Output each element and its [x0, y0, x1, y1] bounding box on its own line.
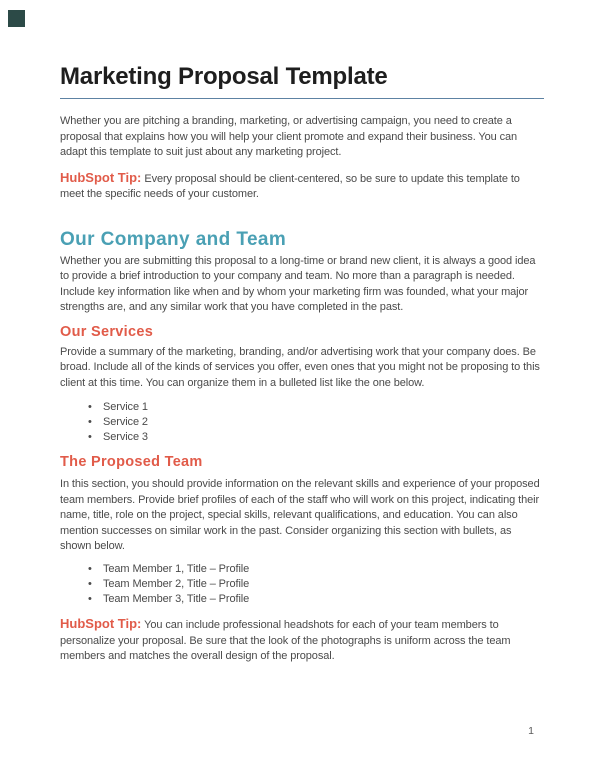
page-number: 1 [528, 725, 534, 737]
list-item: • Service 1 [88, 400, 544, 415]
company-paragraph: Whether you are submitting this proposal to a long-time or brand new client, it is always a good idea to provide a brief introduction to your company and team. No more than a paragraph is needed. Include key information like when and by whom your marketing firm was founded, what your major strengths are, and any similar work that you have completed in the past. [60, 254, 536, 313]
document-content [60, 0, 544, 665]
tip-1-text: Every proposal should be client-centered, so be sure to update this template to meet the specific needs of your customer. [60, 172, 520, 200]
page-title: Marketing Proposal Template [60, 63, 388, 90]
list-item: • Team Member 2, Title – Profile [88, 577, 544, 592]
hubspot-tip-2 [60, 616, 544, 665]
team-paragraph: In this section, you should provide information on the relevant skills and experience of your proposed team members. Provide brief profiles of each of the staff who will work on this project, indicating their name, title, role on the project, special skills, relevant qualifications, and education. You can also mention successes on similar work in the past. Consider organizing this section with bullets, as shown below. [60, 478, 540, 553]
section-heading-company-team: Our Company and Team [60, 228, 287, 250]
team-list [60, 562, 544, 607]
subheading-proposed-team: The Proposed Team [60, 454, 203, 471]
tip-2-label: HubSpot Tip: [60, 616, 142, 632]
tip-2-text: You can include professional headshots for each of your team members to personalize your proposal. Be sure that the look of the photographs is uniform across the team members and matches the overall design of the proposal. [60, 619, 511, 663]
hubspot-tip-1 [60, 170, 544, 203]
intro-paragraph: Whether you are pitching a branding, marketing, or advertising campaign, you need to create a proposal that explains how you will help your client promote and expand their business. You can adapt this template to suit just about any marketing project. [60, 115, 518, 158]
list-item: • Team Member 3, Title – Profile [88, 592, 544, 607]
tip-1-label: HubSpot Tip: [60, 169, 142, 185]
services-paragraph: Provide a summary of the marketing, branding, and/or advertising work that your company does. Be broad. Include all of the kinds of services you offer, even ones that you might not be proposing to this client at this time. You can organize them in a bulleted list like the one below. [60, 345, 540, 389]
list-item: • Service 3 [88, 430, 544, 445]
title-divider [60, 98, 544, 99]
list-item: • Team Member 1, Title – Profile [88, 562, 544, 577]
list-item: • Service 2 [88, 415, 544, 430]
subheading-our-services: Our Services [60, 323, 154, 340]
services-list [60, 400, 544, 445]
corner-accent-square [8, 10, 25, 27]
